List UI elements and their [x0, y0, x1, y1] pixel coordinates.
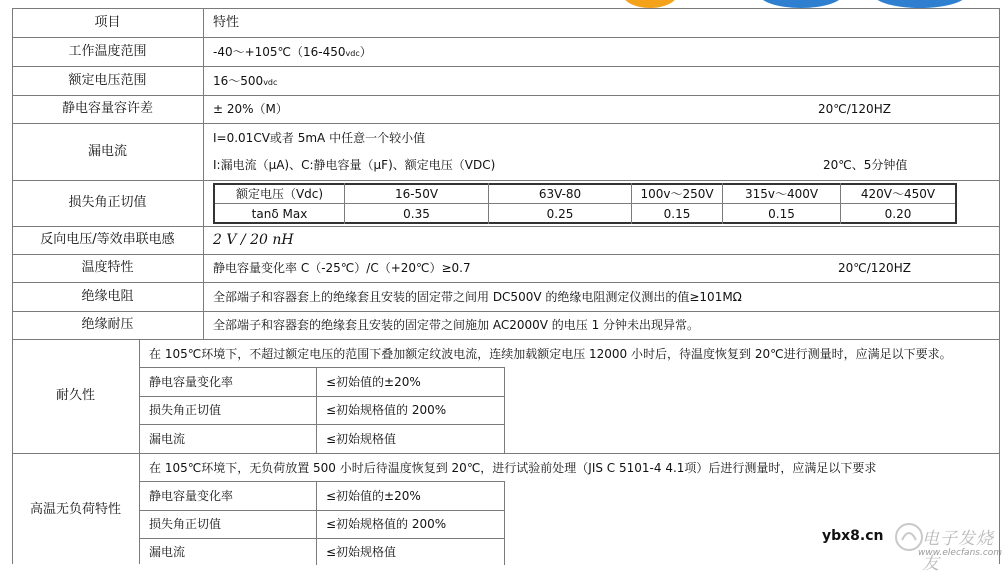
high-temp-item-value: ≤初始规格值的 200% [326, 517, 447, 531]
durability-item-value: ≤初始值的±20% [326, 375, 421, 389]
row-cond-leakage: 20℃、5分钟值 [823, 158, 908, 172]
tan-voltage-cell: 63V-80 [538, 187, 582, 201]
tan-value-cell: 0.15 [663, 207, 691, 221]
watermark-url: www.elecfans.com [918, 548, 1003, 558]
tan-value-cell: 0.15 [768, 207, 795, 221]
high-temp-item-key: 静电容量变化率 [149, 489, 234, 503]
durability-item-value: ≤初始规格值 [326, 432, 397, 446]
watermark [822, 520, 1006, 574]
tan-table-row-label: tanδ Max [251, 207, 308, 221]
durability-item-value: ≤初始规格值的 200% [326, 403, 447, 417]
row-cond-temp-char: 20℃/120HZ [838, 261, 911, 275]
durability-item-key: 损失角正切值 [149, 403, 222, 417]
high-temp-item-value: ≤初始规格值 [326, 545, 397, 559]
tan-voltage-cell: 420V～450V [860, 187, 936, 201]
row-value-withstand: 全部端子和容器套的绝缘套且安装的固定带之间施加 AC2000V 的电压 1 分钟未出现异常。 [213, 318, 700, 332]
row-value-leakage-line2: I:漏电流（μA)、C:静电容量（μF)、额定电压（VDC) [213, 158, 496, 172]
row-value-leakage-line1: I=0.01CV或者 5mA 中任意一个较小值 [213, 131, 426, 145]
row-cond-cap-tolerance: 20℃/120HZ [818, 102, 891, 116]
row-label-temp-char: 温度特性 [81, 260, 134, 275]
row-value-voltage: 16～500vdc [213, 74, 278, 88]
high-temp-item-key: 损失角正切值 [149, 517, 222, 531]
watermark-site: ybx8.cn [822, 528, 884, 544]
row-value-temp: -40～+105℃（16-450vdc） [213, 45, 372, 59]
decorative-blue-shape [872, 0, 968, 8]
tan-voltage-cell: 315v～400V [744, 187, 819, 201]
row-label-tan-delta: 损失角正切值 [68, 195, 147, 210]
watermark-cn: 电子发烧友 [922, 529, 994, 574]
durability-item-key: 静电容量变化率 [149, 375, 234, 389]
row-label-cap-tolerance: 静电容量容许差 [61, 101, 153, 116]
row-label-high-temp: 高温无负荷特性 [29, 502, 121, 517]
tan-voltage-cell: 100v～250V [640, 187, 714, 201]
row-value-reverse-voltage: 2 V / 20 nH [213, 232, 294, 248]
high-temp-item-value: ≤初始值的±20% [326, 489, 421, 503]
row-label-durability: 耐久性 [55, 388, 95, 403]
row-value-cap-tolerance: ± 20%（M） [213, 102, 288, 116]
row-desc-durability: 在 105℃环境下，不超过额定电压的范围下叠加额定纹波电流，连续加载额定电压 12000 小时后，待温度恢复到 20℃进行测量时，应满足以下要求。 [149, 347, 952, 361]
tan-value-cell: 0.25 [546, 207, 574, 221]
high-temp-item-key: 漏电流 [149, 545, 186, 559]
header-item: 项目 [94, 15, 121, 30]
tan-value-cell: 0.35 [403, 207, 430, 221]
row-label-reverse-voltage: 反向电压/等效串联电感 [40, 232, 175, 247]
header-characteristic: 特性 [213, 15, 240, 30]
row-desc-high-temp: 在 105℃环境下，无负荷放置 500 小时后待温度恢复到 20℃，进行试验前处理（JIS C 5101-4 4.1项）后进行测量时，应满足以下要求 [149, 461, 877, 475]
decorative-orange-shape [622, 0, 678, 8]
decorative-blue-shape [758, 0, 844, 8]
row-label-insulation: 绝缘电阻 [81, 289, 134, 304]
tan-value-cell: 0.20 [884, 207, 912, 221]
row-label-leakage: 漏电流 [87, 144, 127, 159]
tan-voltage-cell: 16-50V [394, 187, 439, 201]
tan-table-head-label: 额定电压（Vdc) [235, 187, 324, 201]
row-label-temp: 工作温度范围 [68, 44, 147, 59]
durability-item-key: 漏电流 [149, 432, 186, 446]
row-value-insulation: 全部端子和容器套上的绝缘套且安装的固定带之间用 DC500V 的绝缘电阻测定仪测出的值≥101MΩ [213, 290, 742, 304]
row-label-voltage: 额定电压范围 [68, 73, 147, 88]
row-value-temp-char: 静电容量变化率 C（-25℃）/C（+20℃）≥0.7 [213, 261, 471, 275]
row-label-withstand: 绝缘耐压 [81, 317, 134, 332]
